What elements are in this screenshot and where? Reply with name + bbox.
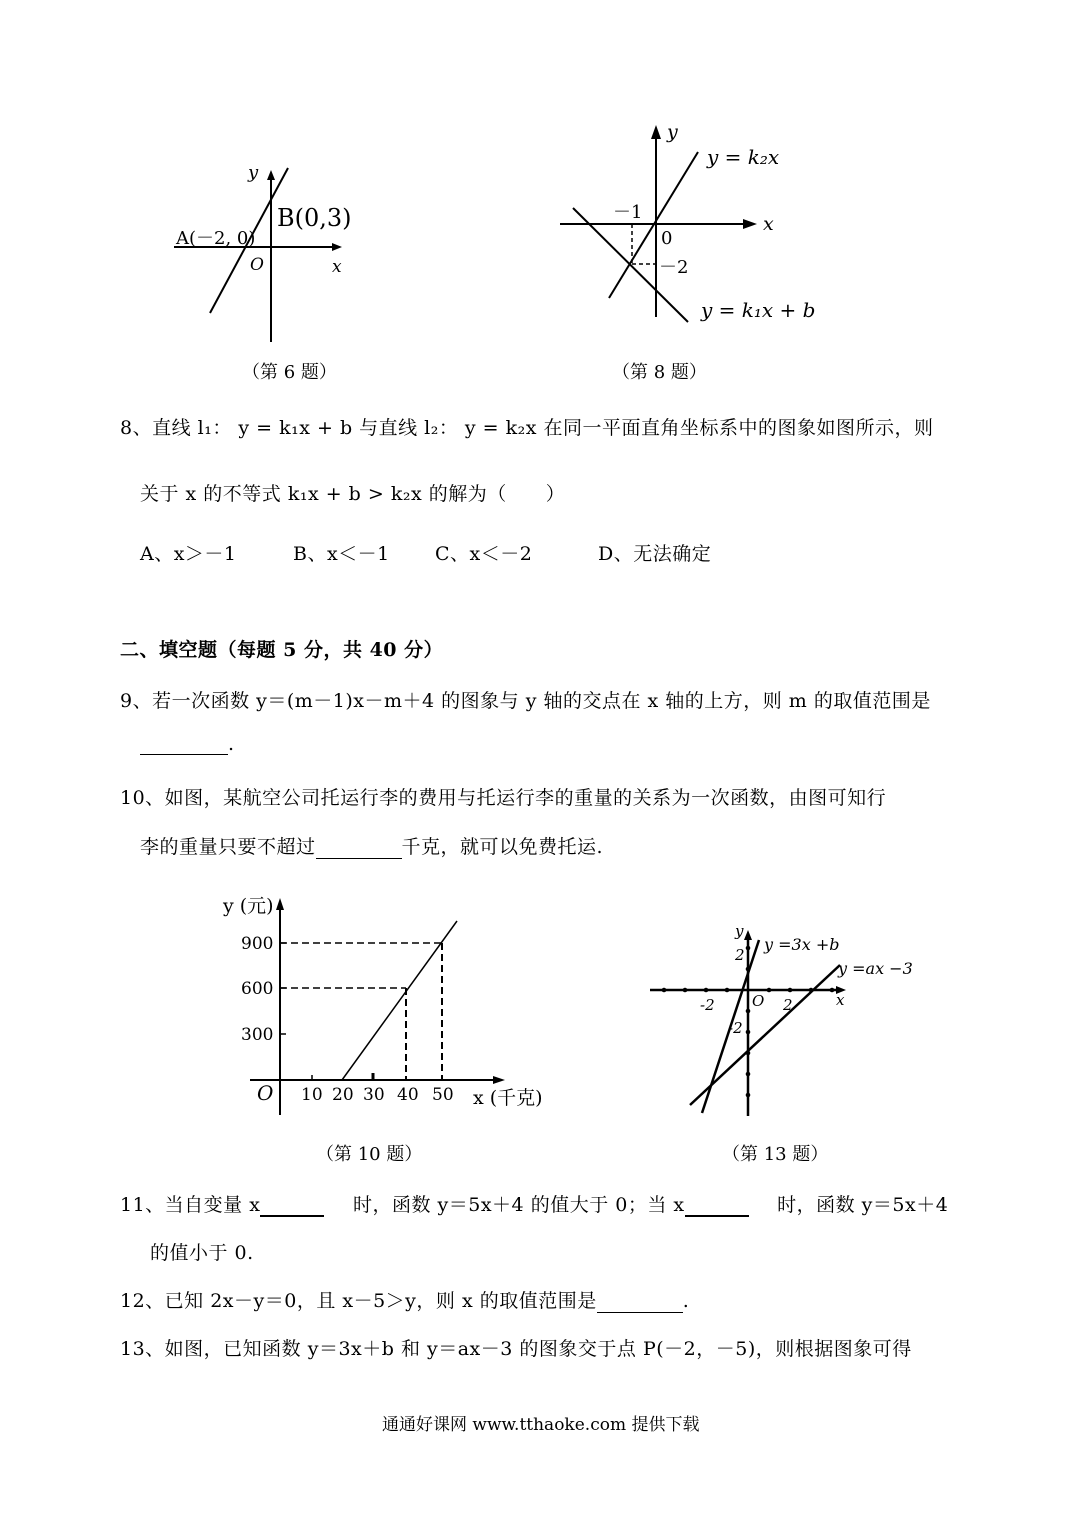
fig6-origin-label: O bbox=[250, 255, 264, 275]
fig8-line-k1b-label: y = k₁x + b bbox=[701, 298, 815, 322]
fig10-x-label: x (千克) bbox=[473, 1087, 543, 1109]
fig10-xtick-40: 40 bbox=[397, 1085, 419, 1105]
fig6-y-label: y bbox=[248, 162, 259, 183]
fig6-point-a: A(－2, 0) bbox=[176, 228, 256, 249]
fig10-x-arrow bbox=[493, 1076, 505, 1084]
fig6-x-arrow bbox=[332, 243, 342, 251]
q11-part-1: 11、当自变量 x bbox=[120, 1194, 261, 1216]
fig13-label-neg2-y: -2 bbox=[728, 1019, 743, 1037]
q11-blank-1[interactable] bbox=[260, 1197, 324, 1217]
q9-line-1: 9、若一次函数 y＝(m－1)x－m＋4 的图象与 y 轴的交点在 x 轴的上方，则 m 的取值范围是 bbox=[120, 690, 931, 712]
figure-8 bbox=[555, 120, 815, 330]
q12-period: . bbox=[682, 1290, 690, 1312]
fig13-line1-label: y =3x +b bbox=[764, 935, 840, 954]
fig8-caption: （第 8 题） bbox=[612, 362, 707, 383]
fig10-xtick-20: 20 bbox=[332, 1085, 354, 1105]
figure-6 bbox=[160, 150, 380, 360]
fig10-line bbox=[342, 921, 457, 1080]
figure-13 bbox=[640, 918, 920, 1123]
fig10-xtick-10: 10 bbox=[301, 1085, 323, 1105]
fig8-x-label: x bbox=[763, 213, 774, 235]
fig13-line-ax-3 bbox=[690, 965, 840, 1105]
fig8-label-neg2: －2 bbox=[659, 257, 689, 278]
fig10-ytick-300: 300 bbox=[241, 1025, 274, 1045]
q12-answer-blank[interactable] bbox=[597, 1294, 683, 1313]
fig10-y-arrow bbox=[276, 898, 284, 910]
q11-line-2: 的值小于 0. bbox=[150, 1242, 254, 1264]
q10-text-b: 千克，就可以免费托运. bbox=[401, 836, 604, 858]
q11-blank-2[interactable] bbox=[685, 1197, 749, 1217]
q12-line bbox=[120, 1286, 689, 1313]
q10-line-2 bbox=[140, 832, 603, 859]
fig13-y-arrow bbox=[744, 930, 752, 940]
fig8-label-neg1: －1 bbox=[613, 202, 643, 223]
q9-answer-blank[interactable] bbox=[140, 736, 228, 755]
q11-line-1 bbox=[120, 1190, 948, 1217]
fig8-line-k2-label: y = k₂x bbox=[707, 145, 780, 169]
fig13-label-2-x: 2 bbox=[783, 996, 793, 1014]
figure-10 bbox=[215, 890, 560, 1120]
q10-answer-blank[interactable] bbox=[316, 840, 402, 859]
q8-option-c: C、x＜－2 bbox=[435, 543, 533, 565]
q11-part-2: 时，函数 y＝5x＋4 的值大于 0；当 x bbox=[352, 1194, 685, 1216]
section-2-title: 二、填空题（每题 5 分，共 40 分） bbox=[120, 639, 444, 661]
fig10-origin-label: O bbox=[257, 1081, 274, 1105]
fig10-ytick-600: 600 bbox=[241, 979, 274, 999]
fig13-label-2-y: 2 bbox=[735, 946, 745, 964]
q8-option-d: D、无法确定 bbox=[598, 543, 712, 565]
q9-line-2 bbox=[140, 733, 235, 755]
q10-line-1: 10、如图，某航空公司托运行李的费用与托运行李的重量的关系为一次函数，由图可知行 bbox=[120, 787, 887, 809]
page-footer: 通通好课网 www.tthaoke.com 提供下载 bbox=[382, 1415, 700, 1435]
q11-part-3: 时，函数 y＝5x＋4 bbox=[777, 1194, 949, 1216]
fig10-xtick-30: 30 bbox=[363, 1085, 385, 1105]
q8-line-1: 8、直线 l₁： y = k₁x + b 与直线 l₂： y = k₂x 在同一平面直角坐标系中的图象如图所示，则 bbox=[120, 417, 934, 439]
fig10-y-label: y (元) bbox=[223, 895, 274, 917]
fig6-caption: （第 6 题） bbox=[242, 362, 337, 383]
fig8-label-zero: 0 bbox=[661, 228, 673, 249]
fig6-y-arrow bbox=[267, 170, 275, 180]
fig13-line2-label: y =ax −3 bbox=[838, 959, 913, 978]
q13-line-1: 13、如图，已知函数 y＝3x＋b 和 y＝ax－3 的图象交于点 P(－2，－5)，则根据图象可得 bbox=[120, 1338, 912, 1360]
q8-line-2: 关于 x 的不等式 k₁x + b > k₂x 的解为（ ） bbox=[140, 483, 566, 505]
fig10-caption: （第 10 题） bbox=[316, 1144, 423, 1165]
fig13-x-label: x bbox=[836, 991, 845, 1009]
fig6-x-label: x bbox=[332, 257, 342, 277]
fig13-caption: （第 13 题） bbox=[722, 1144, 829, 1165]
q12-text: 12、已知 2x－y＝0，且 x－5＞y，则 x 的取值范围是 bbox=[120, 1290, 597, 1312]
fig10-xtick-50: 50 bbox=[432, 1085, 454, 1105]
fig13-origin-label: O bbox=[752, 992, 765, 1010]
fig13-label-neg2-x: -2 bbox=[700, 996, 715, 1014]
q8-option-b: B、x＜－1 bbox=[293, 543, 390, 565]
fig10-ytick-900: 900 bbox=[241, 934, 274, 954]
fig8-y-label: y bbox=[667, 121, 678, 143]
fig8-x-arrow bbox=[743, 219, 757, 229]
q10-text-a: 李的重量只要不超过 bbox=[140, 836, 316, 858]
fig8-y-arrow bbox=[651, 125, 661, 139]
fig6-point-b: B(0,3) bbox=[277, 204, 352, 232]
fig13-y-label: y bbox=[735, 922, 744, 940]
q8-option-a: A、x＞－1 bbox=[140, 543, 237, 565]
q9-period: . bbox=[228, 733, 235, 755]
